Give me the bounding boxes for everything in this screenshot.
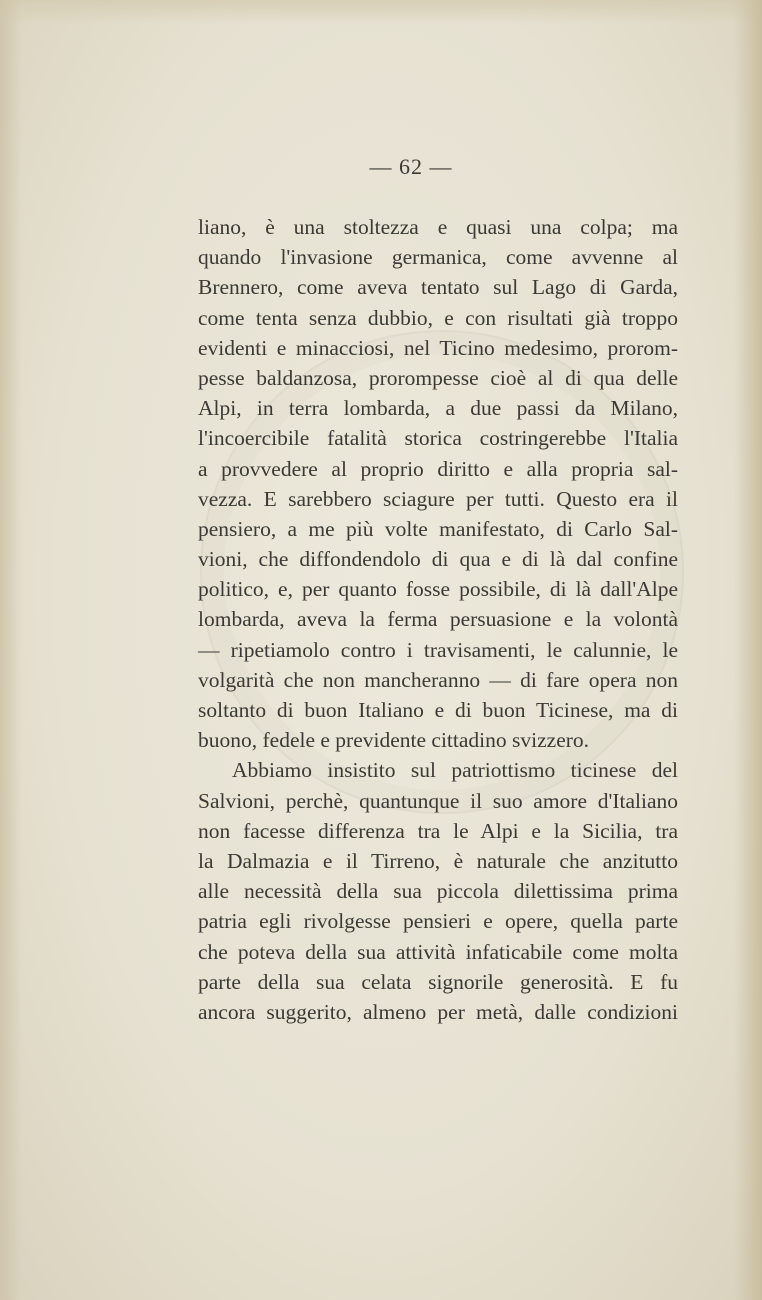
text-line: vezza. E sarebbero sciagure per tutti. Questo era il (198, 486, 678, 511)
page-number: — 62 — (369, 154, 453, 179)
text-line: evidenti e minacciosi, nel Ticino medesimo, prorom- (198, 335, 678, 360)
text-line: parte della sua celata signorile generosità. E fu (198, 969, 678, 994)
body-text (198, 212, 678, 1027)
text-line: Alpi, in terra lombarda, a due passi da Milano, (198, 396, 678, 421)
text-line: come tenta senza dubbio, e con risultati già troppo (198, 305, 678, 330)
text-line: la Dalmazia e il Tirreno, è naturale che anzitutto (198, 848, 678, 873)
page-edge-shadow-left (0, 0, 22, 1300)
text-line: pensiero, a me più volte manifestato, di Carlo Sal- (198, 516, 678, 541)
text-line: ancora suggerito, almeno per metà, dalle condizioni (198, 999, 678, 1024)
text-line: — ripetiamolo contro i travisamenti, le calunnie, le (198, 637, 678, 662)
text-line: vioni, che diffondendolo di qua e di là dal confine (198, 547, 678, 572)
text-line: pesse baldanzosa, prorompesse cioè al di qua delle (198, 365, 678, 390)
text-line: l'incoercibile fatalità storica costringerebbe l'Italia (198, 426, 678, 451)
text-line: volgarità che non mancheranno — di fare opera non (198, 667, 678, 692)
page-edge-shadow-top (0, 0, 762, 24)
paragraph-start-line: Abbiamo insistito sul patriottismo ticinese del (232, 758, 678, 783)
page-edge-shadow-right (734, 0, 762, 1300)
text-line: politico, e, per quanto fosse possibile, di là dall'Alpe (198, 577, 678, 602)
text-line: non facesse differenza tra le Alpi e la Sicilia, tra (198, 818, 678, 843)
text-line: liano, è una stoltezza e quasi una colpa; ma (198, 215, 678, 239)
paragraph-end-line: buono, fedele e previdente cittadino svizzero. (198, 728, 590, 753)
text-line: che poteva della sua attività infaticabile come molta (198, 939, 678, 964)
text-line: soltanto di buon Italiano e di buon Ticinese, ma di (198, 698, 678, 722)
text-line: patria egli rivolgesse pensieri e opere, quella parte (198, 909, 678, 934)
text-line: lombarda, aveva la ferma persuasione e la volontà (198, 607, 678, 632)
text-line: alle necessità della sua piccola dilettissima prima (198, 879, 678, 904)
text-line: quando l'invasione germanica, come avvenne al (198, 245, 678, 270)
text-line: Salvioni, perchè, quantunque il suo amore d'Italiano (198, 788, 678, 813)
text-line: a provvedere al proprio diritto e alla propria sal- (198, 456, 678, 481)
text-line: Brennero, come aveva tentato sul Lago di Garda, (198, 275, 678, 300)
